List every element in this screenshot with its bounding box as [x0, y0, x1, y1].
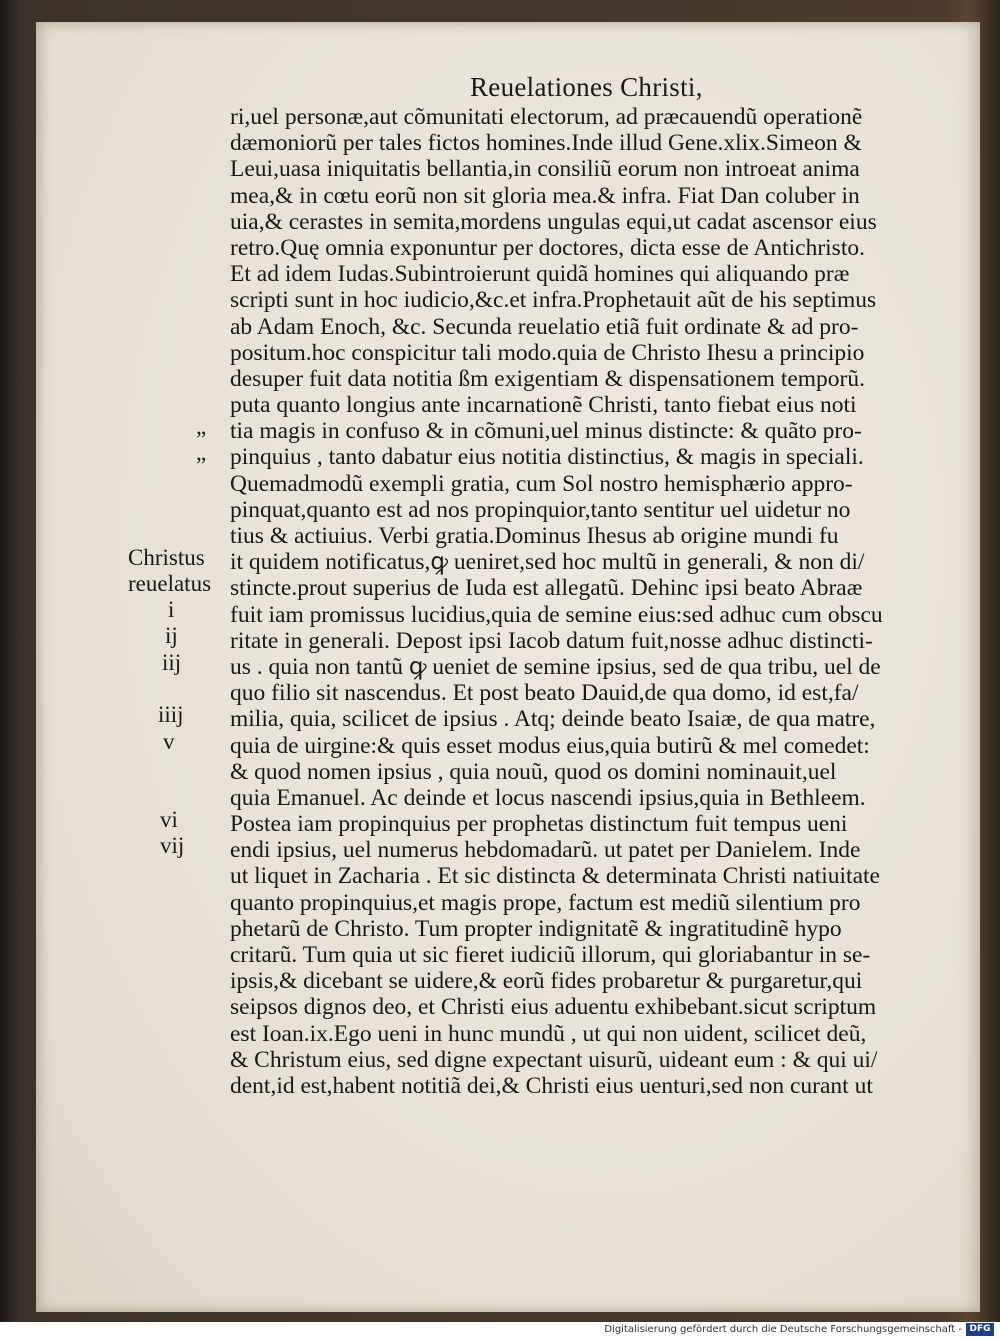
text-line: Postea iam propinquius per prophetas distinctum fuit tempus ueni: [230, 811, 848, 838]
text-line: stincte.prout superius de Iuda est allegatũ. Dehinc ipsi beato Abraæ: [230, 575, 863, 602]
text-line: mea,& in cœtu eorũ non sit gloria mea.& infra. Fiat Dan coluber in: [230, 182, 860, 209]
margin-numeral-5: v: [163, 729, 175, 754]
body-text: [230, 104, 930, 1099]
margin-numeral-2: ij: [165, 623, 178, 648]
text-line: it quidem notificatus,ꝙ ueniret,sed hoc multũ in generali, & non di/: [230, 549, 865, 576]
text-line: tius & actiuius. Verbi gratia.Dominus Ihesus ab origine mundi fu: [230, 523, 839, 549]
digitization-credit: Digitalisierung gefördert durch die Deutsche Forschungsgemeinschaft -: [604, 1324, 962, 1335]
text-line: pinquius , tanto dabatur eius notitia distinctius, & magis in speciali.: [230, 444, 864, 471]
text-line: puta quanto longius ante incarnationẽ Christi, tanto fiebat eius noti: [230, 392, 857, 419]
text-line: est Ioan.ix.Ego ueni in hunc mundũ , ut qui non uident, scilicet deũ,: [230, 1020, 867, 1047]
text-line: & Christum eius, sed digne expectant uisurũ, uideant eum : & qui ui/: [230, 1046, 878, 1073]
text-line: endi ipsius, uel numerus hebdomadarũ. ut patet per Danielem. Inde: [230, 837, 861, 864]
text-line: fuit iam promissus lucidius,quia de semine eius:sed adhuc cum obscu: [230, 601, 883, 628]
margin-numeral-6: vi: [160, 807, 178, 832]
text-line: pinquat,quanto est ad nos propinquior,tanto sentitur uel uidetur no: [230, 496, 851, 523]
text-line: us . quia non tantũ ꝙ ueniet de semine ipsius, sed de qua tribu, uel de: [230, 653, 881, 680]
text-line: seipsos dignos deo, et Christi eius aduentu exhibebant.sicut scriptum: [230, 994, 877, 1021]
text-line: critarũ. Tum quia ut sic fieret iudiciũ illorum, qui gloriabantur in se-: [230, 942, 871, 968]
margin-quote-mark: „: [196, 414, 207, 439]
text-line: scripti sunt in hoc iudicio,&c.et infra.Prophetauit aũt de his septimus: [230, 287, 877, 314]
margin-note-reuelatus: reuelatus: [128, 571, 212, 596]
margin-quote-mark: „: [196, 440, 207, 465]
text-line: quia de uirgine:& quis esset modus eius,quia butirũ & mel comedet:: [230, 732, 870, 759]
text-line: Quemadmodũ exempli gratia, cum Sol nostro hemisphærio appro-: [230, 470, 853, 497]
dfg-logo: DFG: [966, 1323, 994, 1336]
text-line: dæmoniorũ per tales fictos homines.Inde illud Gene.xlix.Simeon &: [230, 130, 862, 157]
margin-numeral-3: iij: [162, 650, 182, 675]
text-line: ritate in generali. Depost ipsi Iacob datum fuit,nosse adhuc distincti-: [230, 627, 873, 654]
text-line: milia, quia, scilicet de ipsius . Atq; deinde beato Isaiæ, de qua matre,: [230, 706, 876, 733]
text-line: ut liquet in Zacharia . Et sic distincta & determinata Christi natiuitate: [230, 863, 880, 890]
text-line: ipsis,& dicebant se uidere,& eorũ fides probaretur & purgaretur,qui: [230, 968, 863, 995]
text-line: dent,id est,habent notitiã dei,& Christi eius uenturi,sed non curant ut: [230, 1072, 873, 1099]
text-line: Leui,uasa iniquitatis bellantia,in consiliũ eorum non introeat anima: [230, 156, 860, 183]
text-line: quanto propinquius,et magis prope, factum est mediũ silentium pro: [230, 889, 861, 916]
text-line: & quod nomen ipsius , quia nouũ, quod os domini nominauit,uel: [230, 758, 837, 785]
text-line: ab Adam Enoch, &c. Secunda reuelatio etiã fuit ordinate & ad pro-: [230, 313, 859, 340]
text-line: tia magis in confuso & in cõmuni,uel minus distincte: & quãto pro-: [230, 418, 862, 445]
text-line: quia Emanuel. Ac deinde et locus nascendi ipsius,quia in Bethleem.: [230, 784, 866, 811]
text-line: retro.Quę omnia exponuntur per doctores, dicta esse de Antichristo.: [230, 234, 865, 261]
text-line: ri,uel personæ,aut cõmunitati electorum, ad præcauendũ operationẽ: [230, 104, 863, 130]
text-line: quo filio sit nascendus. Et post beato Dauid,de qua domo, id est,fa/: [230, 680, 859, 707]
text-line: positum.hoc conspicitur tali modo.quia de Christo Ihesu a principio: [230, 339, 865, 366]
text-line: Et ad idem Iudas.Subintroierunt quidã homines qui aliquando præ: [230, 261, 850, 288]
margin-numeral-7: vij: [160, 833, 185, 858]
text-line: uia,& cerastes in semita,mordens ungulas equi,ut cadat ascensor eius: [230, 208, 877, 235]
text-line: desuper fuit data notitia ßm exigentiam & dispensationem temporũ.: [230, 365, 866, 392]
margin-numeral-1: i: [168, 597, 175, 622]
text-line: phetarũ de Christo. Tum propter indignitatẽ & ingratitudinẽ hypo: [230, 915, 842, 942]
margin-numeral-4: iiij: [158, 702, 184, 727]
margin-note-christus: Christus: [128, 545, 205, 570]
running-head: Reuelationes Christi,: [470, 72, 703, 102]
